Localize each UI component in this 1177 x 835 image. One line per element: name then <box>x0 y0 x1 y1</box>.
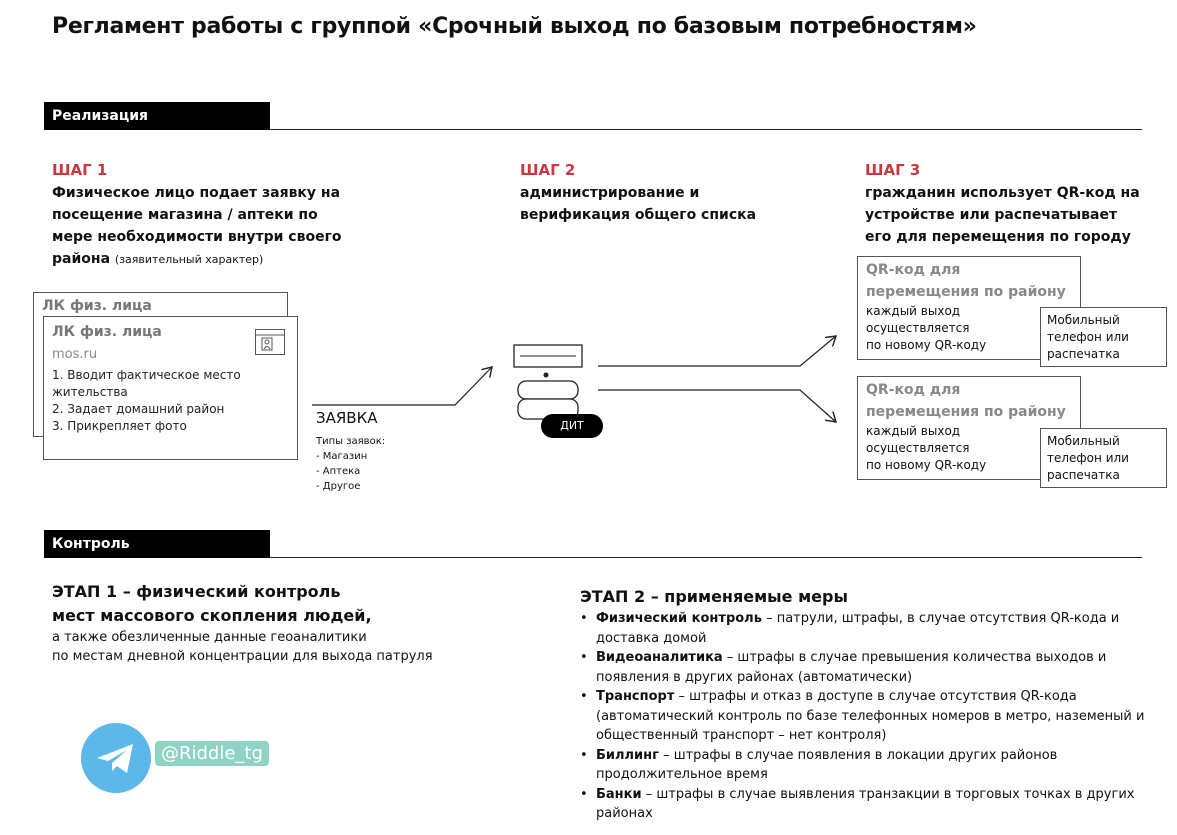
page-title: Регламент работы с группой «Срочный выход по базовым потребностям» <box>52 14 977 39</box>
section-divider <box>270 557 1142 558</box>
mobile-box-2: Мобильный телефон или распечатка <box>1040 428 1167 488</box>
lk-card-list: 1. Вводит фактическое место жительства 2. Задает домашний район 3. Прикрепляет фото <box>52 368 241 433</box>
qr-card-title: QR-код для <box>866 262 961 278</box>
watermark-handle: @Riddle_tg <box>155 741 269 766</box>
arrow-dit-to-qr2 <box>598 390 836 422</box>
request-title: ЗАЯВКА <box>316 409 378 427</box>
lk-card-title: ЛК физ. лица <box>52 324 162 340</box>
step1-label: ШАГ 1 <box>52 161 108 179</box>
section-header-realization: Реализация <box>44 102 270 130</box>
qr-card-text: каждый выход осуществляется по новому QR-коду <box>866 304 987 352</box>
qr-card-subtitle: перемещения по району <box>866 284 1066 300</box>
list-item: • Транспорт – штрафы и отказ в доступе в случае отсутствия QR-кода (автоматический контроль по базе телефонных номеров в метро, наземеный и общественный транспорт – нет контроля) <box>580 687 1150 746</box>
telegram-icon <box>81 723 151 793</box>
section-header-control: Контроль <box>44 530 270 558</box>
dit-label: ДИТ <box>541 414 603 438</box>
step3-label: ШАГ 3 <box>865 161 921 179</box>
stage2-title: ЭТАП 2 – применяемые меры <box>580 587 848 606</box>
server-icon <box>512 343 584 423</box>
step3-text: гражданин использует QR-код на устройстве или распечатывает его для перемещения по городу <box>865 185 1140 245</box>
lk-card-site: mos.ru <box>52 347 98 362</box>
step2-text: администрирование и верификация общего списка <box>520 185 757 223</box>
qr-card-title: QR-код для <box>866 382 961 398</box>
list-item: • Физический контроль – патрули, штрафы, в случае отсутствия QR-кода и доставка домой <box>580 609 1150 648</box>
stage1: ЭТАП 1 – физический контроль мест массового скопления людей, а также обезличенные данные геоаналитики по местам дневной концентрации для выхода патруля <box>52 582 433 664</box>
arrow-lk-to-dit <box>312 367 492 405</box>
list-item: • Банки – штрафы в случае выявления транзакции в торговых точках в других районах <box>580 785 1150 824</box>
lk-card-back-title: ЛК физ. лица <box>42 298 152 314</box>
arrow-dit-to-qr1 <box>598 336 836 366</box>
qr-card-subtitle: перемещения по району <box>866 404 1066 420</box>
request-types: Типы заявок: - Магазин - Аптека - Другое <box>316 436 386 492</box>
step2-label: ШАГ 2 <box>520 161 576 179</box>
stage2-list <box>580 609 1150 824</box>
mobile-box-1: Мобильный телефон или распечатка <box>1040 307 1167 367</box>
list-item: • Биллинг – штрафы в случае появления в локации других районов продолжительное время <box>580 746 1150 785</box>
qr-card-text: каждый выход осуществляется по новому QR-коду <box>866 424 987 472</box>
list-item: • Видеоаналитика – штрафы в случае превышения количества выходов и появления в других районах (автоматически) <box>580 648 1150 687</box>
step1-text: Физическое лицо подает заявку на посещение магазина / аптеки по мере необходимости внутри своего района (заявительный характер) <box>52 185 342 267</box>
